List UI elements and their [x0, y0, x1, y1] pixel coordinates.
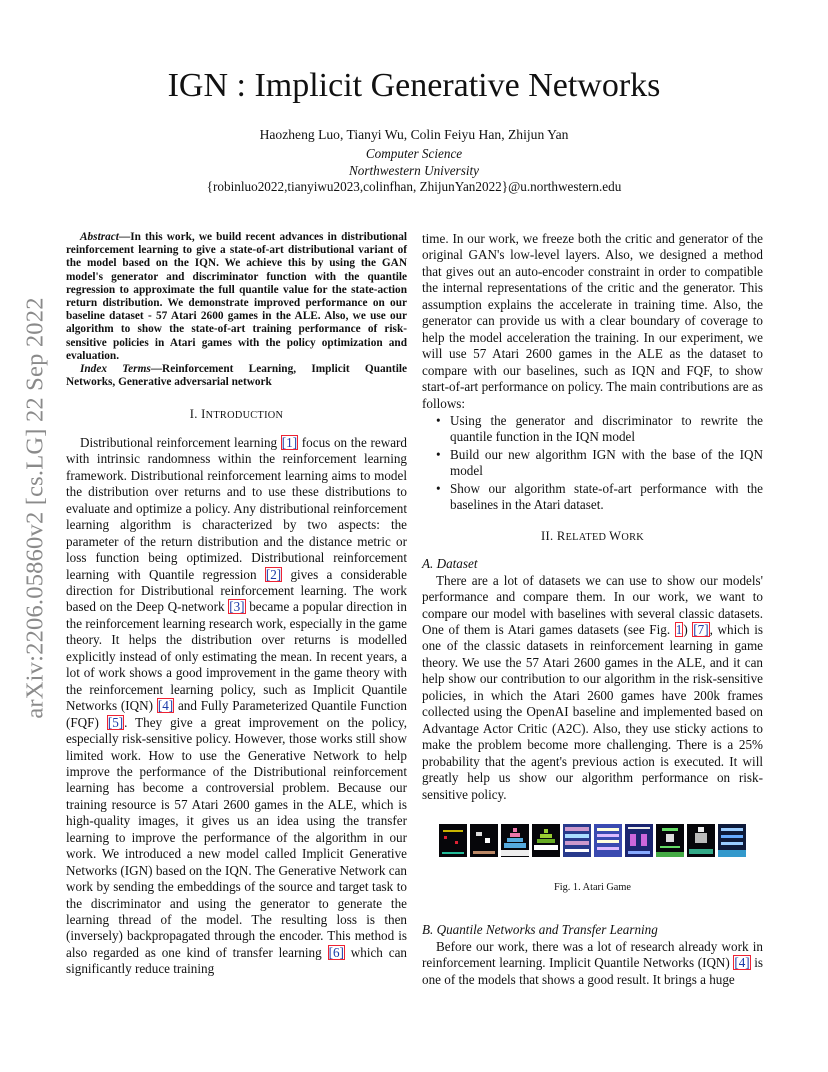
index-terms-label: Index Terms: [80, 363, 151, 376]
figure-caption: Fig. 1. Atari Game: [554, 881, 631, 893]
left-column: [66, 231, 407, 978]
arxiv-stamp-text: arXiv:2206.05860v2 [cs.LG] 22 Sep 2022: [22, 297, 50, 719]
citation-link[interactable]: [4]: [734, 955, 750, 971]
citation-link[interactable]: [7]: [693, 621, 709, 637]
intro-text: Distributional reinforcement learning: [80, 434, 278, 450]
atari-frame-1: [439, 824, 467, 857]
intro-text: gives a considerable direction for Distributional reinforcement learning. The work based on the Deep Q-network: [66, 566, 407, 615]
citation-link[interactable]: [5]: [107, 714, 124, 730]
intro-text: became a popular direction in the reinforcement learning research work, especially in the game theory. It helps the distribution over returns is modelled explicitly instead of only estimating the mean. In recent years, a lot of work shows a good improvement in the game theory with the reinforcement learning policy, such as Implicit Quantile Networks (IQN): [66, 599, 407, 714]
intro-text: which can significantly reduce training: [66, 944, 407, 977]
citation-link[interactable]: [3]: [229, 599, 245, 615]
atari-frame-10: [718, 824, 746, 857]
abstract: [66, 231, 407, 363]
section-smallcaps: NTRODUCTION: [205, 410, 284, 422]
atari-frame-5: [563, 824, 591, 857]
section-heading-introduction: [66, 406, 407, 424]
right-column: [422, 231, 763, 988]
dataset-text: There are a lot of datasets we can use to show our models' performance and compare them. In our work, we want to compare our model with baselines with several classic datasets. One of them is Atari games datasets (see Fig.: [422, 572, 763, 637]
citation-link[interactable]: [2]: [265, 566, 282, 582]
atari-frame-6: [594, 824, 622, 857]
figure-link[interactable]: 1: [675, 621, 683, 637]
section-heading-related-work: [422, 528, 763, 546]
section-initial: R: [556, 528, 566, 543]
abstract-label: Abstract: [80, 231, 119, 243]
subsection-heading-dataset: A. Dataset: [422, 556, 478, 572]
section-initial: I: [201, 407, 206, 422]
dataset-paragraph: [422, 573, 763, 803]
affiliation-university: Northwestern University: [348, 163, 480, 178]
author-emails: {robinluo2022,tianyiwu2023,colinfhan, ZhijunYan2022}@u.northwestern.edu: [206, 179, 622, 194]
contributions-list: [422, 413, 763, 514]
list-item: • Build our new algorithm IGN with the base of the IQN model: [450, 447, 763, 480]
section-number: II.: [541, 528, 557, 543]
subsection-heading-quantile: B. Quantile Networks and Transfer Learning: [422, 922, 658, 938]
paper-title: IGN : Implicit Generative Networks: [167, 67, 661, 104]
quantile-paragraph: [422, 939, 763, 988]
citation-link[interactable]: [4]: [157, 698, 174, 714]
affiliation-department: Computer Science: [365, 146, 463, 161]
citation-link[interactable]: [1]: [281, 434, 298, 450]
intro-text: focus on the reward with intrinsic randomness within the reinforcement learning framework. Distributional reinforcement learning aims to model the distribution over returns and to use these distributions to evaluate and optimize a policy. Any distributional reinforcement learning algorithm is characterized by two aspects: the parameter of the return distribution and the distance metric or loss function being optimized. Distributional reinforcement learning with Quantile regression: [66, 434, 407, 582]
dataset-text: , which is one of the classic datasets in reinforcement learning in game theory. We use the 57 Atari 2600 games in the ALE, and it can help show our contribution to our algorithm in the risk-sensitive policies, in which the Atari 2600 games have 200k frames collected using the OpenAI baseline and implemented based on Advantage Actor Critic (A2C). Also, they use sticky actions to make the problem become more challenging. There is a 25% probability that the agent's previous action is executed. It will greatly help us show our algorithm performance on risk-sensitive policy.: [422, 621, 763, 802]
dataset-text: ): [683, 621, 693, 637]
abstract-text: —In this work, we build recent advances in distributional reinforcement learning to give a state-of-art distributional variant of the model based on the IQN. We achieve this by using the GAN model's generator and discriminator function with the quantile regression to approximate the full quantile value for the state-action return distribution. We demonstrate improved performance on our baseline dataset - 57 Atari 2600 games in the ALE. Also, we use our algorithm to show the state-of-art training performance of risk-sensitive policies in Atari games with the policy optimization and evaluation.: [66, 231, 407, 362]
intro-paragraph: [66, 435, 407, 978]
atari-frame-7: [625, 824, 653, 857]
intro-text: . They give a great improvement on the policy, especially risk-sensitive policy. However, those works still show limited work. How to use the Generative Network to help improve the performance of the Distributional reinforcement learning has become a controversial problem. Because our training resource is 57 Atari 2600 games in the ALE, which is high-quality images, it gives us an idea using the transfer learning to improve the performance of the algorithm in our work. We introduced a new model called Implicit Generative Networks (IGN) based on the IQN. The Generative Network can work by sending the embeddings of the source and target task to the discriminator and using the generator to generate the learning thread of the model. The resulting loss is then (inversely) backpropagated through the encoder. This method is also regarded as one kind of transfer learning: [66, 714, 407, 960]
intro-continued: time. In our work, we freeze both the critic and generator of the original GAN's low-level layers. Also, we designed a method that gives out an auto-encoder constraint in order to compatible the internal representations of the critic and the generator. This assumption explains the accelerate in training time. Also, the generator can provide us with a clear boundary of coverage to help the model acceleration the training. In our experiment, we will use 57 Atari 2600 games in the ALE as the dataset to compare with our baselines, such as IQN and FQF, to show start-of-art performance on policy. The main contributions are as follows:: [422, 231, 763, 411]
section-smallcaps: ELATED: [565, 531, 610, 543]
list-item: • Show our algorithm state-of-art performance with the baselines in the Atari dataset.: [450, 481, 763, 514]
quantile-text: Before our work, there was a lot of research already work in reinforcement learning. Implicit Quantile Networks (IQN): [422, 938, 763, 971]
intro-text: and Fully Parameterized Quantile Function (FQF): [66, 698, 407, 730]
atari-frame-9: [687, 824, 715, 857]
atari-frame-8: [656, 824, 684, 857]
arxiv-stamp: [14, 288, 58, 728]
quantile-text: is one of the models that shows a good result. It brings a huge: [422, 955, 763, 987]
citation-link[interactable]: [6]: [328, 944, 344, 960]
atari-frame-4: [532, 824, 560, 857]
index-terms: [66, 363, 407, 389]
section-initial: W: [609, 528, 622, 543]
author-list: Haozheng Luo, Tianyi Wu, Colin Feiyu Han, Zhijun Yan: [259, 127, 569, 142]
section-smallcaps: ORK: [621, 531, 644, 543]
section-number: I.: [189, 407, 202, 422]
list-item: • Using the generator and discriminator to rewrite the quantile function in the IQN model: [450, 413, 763, 446]
atari-figure: [422, 824, 763, 858]
index-terms-text: —Reinforcement Learning, Implicit Quantile Networks, Generative adversarial network: [66, 363, 407, 389]
atari-frame-2: [470, 824, 498, 857]
atari-frame-3: [501, 824, 529, 857]
